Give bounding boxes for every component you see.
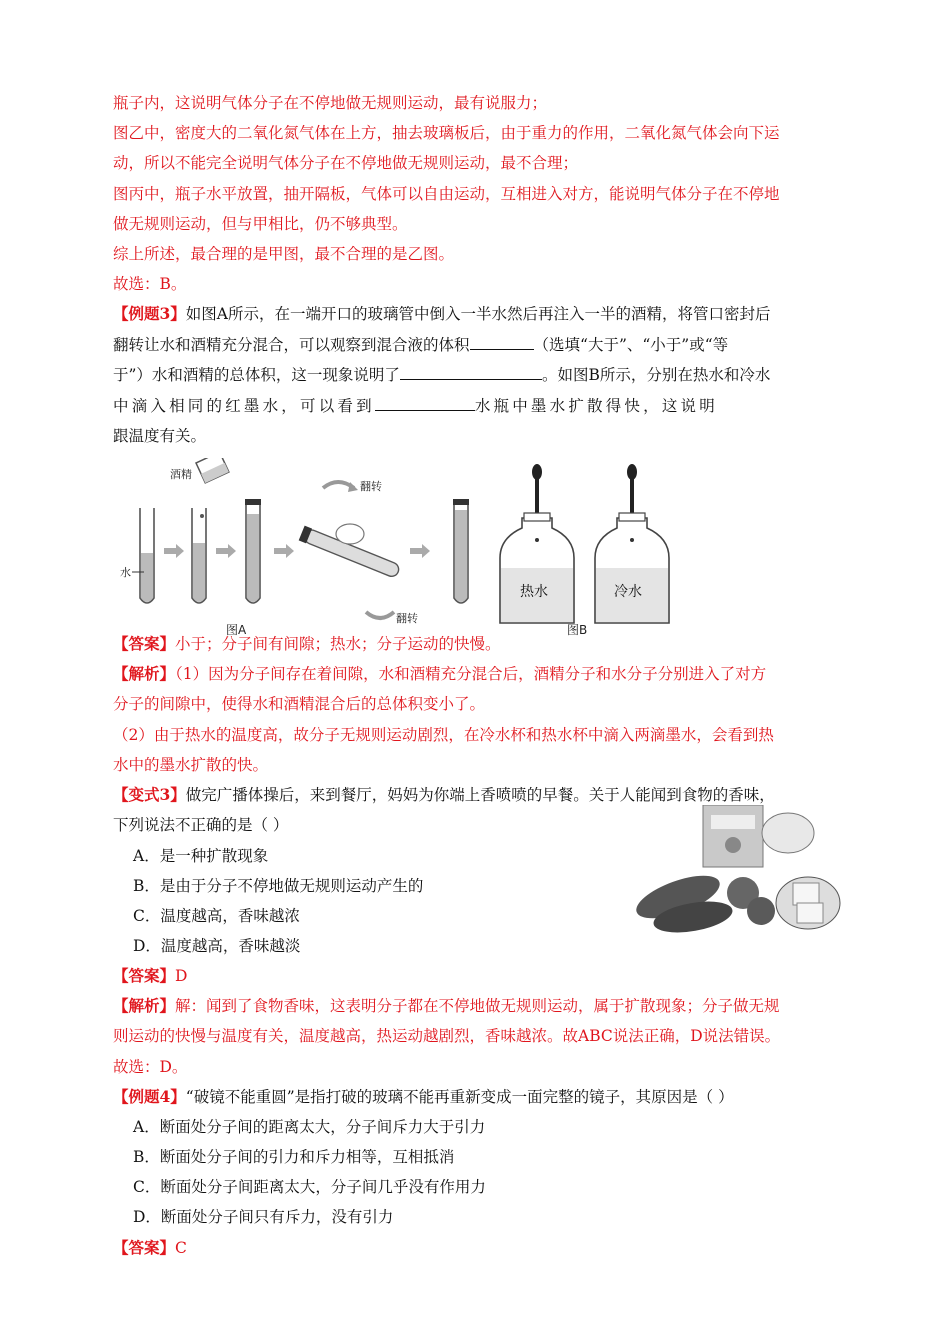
analysis-text: （1）因为分子间存在着间隙，水和酒精充分混合后，酒精分子和水分子分别进入了对方 — [175, 665, 767, 683]
analysis-line: 则运动的快慢与温度有关，温度越高，热运动越剧烈，香味越浓。故ABC说法正确，D说法错误。 — [113, 1027, 781, 1045]
arrow-icon — [164, 544, 184, 558]
analysis-line: 动，所以不能完全说明气体分子在不停地做无规则运动，最不合理； — [113, 154, 579, 172]
variant-3-tag: 【变式3】 — [113, 785, 186, 804]
analysis-line: 图乙中，密度大的二氧化氮气体在上方，抽去玻璃板后，由于重力的作用，二氧化氮气体会向下运 — [113, 124, 780, 142]
question-text: 。如图B所示，分别在热水和冷水 — [541, 366, 771, 384]
question-text: 做完广播体操后，来到餐厅，妈妈为你端上香喷喷的早餐。关于人能闻到食物的香味， — [185, 786, 775, 804]
arrow-icon — [274, 544, 294, 558]
example-4-answer-line — [113, 1237, 187, 1259]
example-3-analysis-line — [113, 663, 766, 685]
analysis-line: 分子的间隙中，使得水和酒精混合后的总体积变小了。 — [113, 695, 486, 713]
variant-3-question-line: 下列说法不正确的是（ ） — [113, 816, 289, 834]
analysis-line: 做无规则运动，但与甲相比，仍不够典型。 — [113, 215, 408, 233]
dropper-bulb — [532, 464, 542, 480]
question-text: 翻转让水和酒精充分混合，可以观察到混合液的体积 — [113, 336, 470, 354]
analysis-line: 故选：B。 — [113, 275, 187, 293]
alcohol-label: 酒精 — [170, 468, 192, 481]
example-3-tag: 【例题3】 — [113, 304, 186, 323]
question-text: 中滴入相同的红墨水，可以看到 — [113, 397, 375, 415]
option-c[interactable]: C．断面处分子间距离太大，分子间几乎没有作用力 — [133, 1178, 486, 1196]
answer-blank[interactable] — [375, 396, 475, 411]
question-text: “破镜不能重圆”是指打破的玻璃不能再重新变成一面完整的镜子，其原因是（ ） — [185, 1088, 734, 1106]
answer-tag: 【答案】 — [113, 634, 176, 653]
analysis-text: 解：闻到了食物香味，这表明分子都在不停地做无规则运动，属于扩散现象；分子做无规 — [175, 997, 780, 1015]
answer-text: 小于；分子间有间隙；热水；分子运动的快慢。 — [175, 635, 501, 653]
hot-water-label: 热水 — [520, 584, 548, 600]
example-4-question-line — [113, 1086, 734, 1108]
example-3-question-line — [113, 334, 728, 356]
analysis-line: 图丙中，瓶子水平放置，抽开隔板，气体可以自由运动，互相进入对方，能说明气体分子在不停地 — [113, 185, 780, 203]
analysis-line: 水中的墨水扩散的快。 — [113, 756, 269, 774]
analysis-tag: 【解析】 — [113, 664, 176, 683]
option-d[interactable]: D．温度越高，香味越淡 — [133, 937, 301, 955]
example-3-question-line — [113, 303, 771, 325]
analysis-line: 综上所述，最合理的是甲图，最不合理的是乙图。 — [113, 245, 455, 263]
question-text: （选填“大于”、“小于”或“等 — [533, 336, 729, 354]
milk-package — [703, 805, 763, 867]
option-a[interactable]: A．是一种扩散现象 — [133, 847, 269, 865]
option-b[interactable]: B．断面处分子间的引力和斥力相等，互相抵消 — [133, 1148, 455, 1166]
analysis-line: 故选：D。 — [113, 1058, 188, 1076]
analysis-line: （2）由于热水的温度高，故分子无规则运动剧烈，在冷水杯和热水杯中滴入两滴墨水，会看到热 — [113, 726, 774, 744]
question-text: 于”）水和酒精的总体积，这一现象说明了 — [113, 366, 400, 384]
option-b[interactable]: B．是由于分子不停地做无规则运动产生的 — [133, 877, 424, 895]
example-4-tag: 【例题4】 — [113, 1087, 186, 1106]
breakfast-food-image — [633, 805, 843, 945]
variant-3-analysis-line — [113, 995, 780, 1017]
answer-blank[interactable] — [470, 335, 534, 350]
answer-text: C — [175, 1239, 187, 1257]
flip-label-top: 翻转 — [360, 480, 382, 493]
figure-b-caption: 图B — [567, 623, 588, 636]
arrow-icon — [410, 544, 430, 558]
answer-tag: 【答案】 — [113, 966, 176, 985]
water-label: 水 — [120, 566, 131, 579]
arrow-icon — [216, 544, 236, 558]
example-3-question-line: 跟温度有关。 — [113, 427, 207, 445]
analysis-tag: 【解析】 — [113, 996, 176, 1015]
figure-a-caption: 图A — [226, 623, 247, 636]
flip-label-bottom: 翻转 — [396, 612, 418, 625]
dropper-bulb — [627, 464, 637, 480]
answer-blank[interactable] — [400, 365, 542, 380]
flip-arrow-icon — [366, 612, 394, 618]
question-text: 如图A所示，在一端开口的玻璃管中倒入一半水然后再注入一半的酒精，将管口密封后 — [185, 305, 771, 323]
example-3-question-line — [113, 395, 718, 417]
final-test-tube — [449, 458, 475, 636]
question-text: 水瓶中墨水扩散得快，这说明 — [474, 397, 718, 415]
cold-water-label: 冷水 — [614, 584, 642, 600]
answer-tag: 【答案】 — [113, 1238, 176, 1257]
figure-a-diagram — [118, 458, 448, 636]
option-d[interactable]: D．断面处分子间只有斥力，没有引力 — [133, 1208, 394, 1226]
answer-text: D — [175, 967, 188, 985]
option-a[interactable]: A．断面处分子间的距离太大，分子间斥力大于引力 — [133, 1118, 486, 1136]
figure-b-diagram — [492, 458, 682, 636]
example-3-question-line — [113, 364, 770, 386]
bowl-shape — [762, 813, 814, 853]
hand-shape — [336, 524, 364, 544]
analysis-line: 瓶子内，这说明气体分子在不停地做无规则运动，最有说服力； — [113, 94, 548, 112]
option-c[interactable]: C．温度越高，香味越浓 — [133, 907, 300, 925]
example-3-answer-line — [113, 633, 501, 655]
variant-3-answer-line — [113, 965, 187, 987]
variant-3-question-line — [113, 784, 775, 806]
